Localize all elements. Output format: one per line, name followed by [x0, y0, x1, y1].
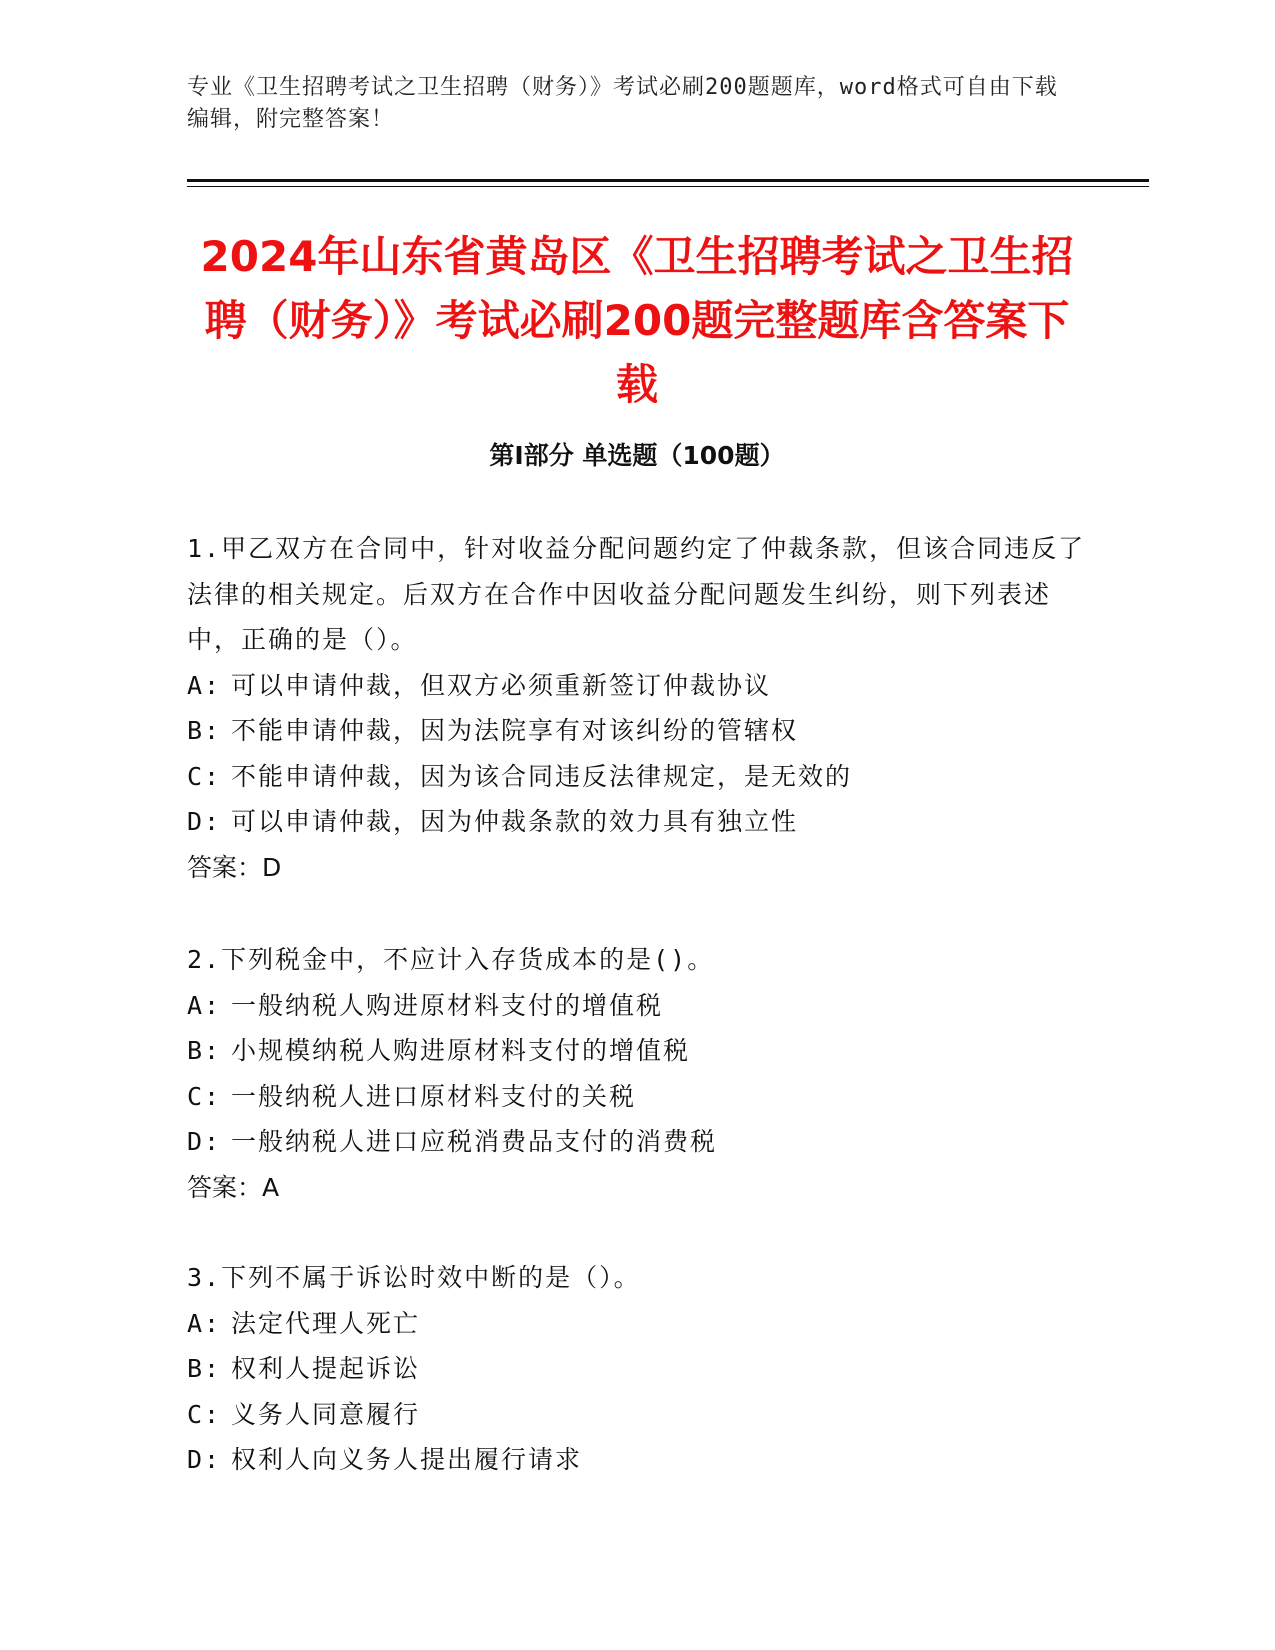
option-c: [187, 1074, 1087, 1120]
option-text: 小规模纳税人购进原材料支付的增值税: [231, 1036, 691, 1065]
option-text: 一般纳税人购进原材料支付的增值税: [231, 990, 664, 1020]
section-heading: 第Ⅰ部分 单选题（100题）: [489, 441, 785, 470]
option-b: [187, 708, 1087, 754]
option-label: C:: [187, 1081, 222, 1111]
option-label: A:: [187, 990, 222, 1020]
document-title: 2024年山东省黄岛区《卫生招聘考试之卫生招聘（财务）》考试必刷200题完整题库含答案下载: [200, 232, 1074, 409]
answer-key: 答案：A: [187, 1172, 280, 1202]
option-text: 权利人向义务人提出履行请求: [231, 1445, 583, 1474]
option-a: [187, 1301, 1087, 1347]
option-text: 不能申请仲裁，因为该合同违反法律规定，是无效的: [231, 761, 853, 791]
question-stem: 2.下列税金中，不应计入存货成本的是()。: [187, 945, 715, 974]
option-a: [187, 983, 1087, 1029]
option-label: A:: [187, 670, 222, 700]
option-c: [187, 1392, 1087, 1438]
option-d: [187, 1119, 1087, 1165]
header-divider-thin: [187, 186, 1149, 187]
option-label: B:: [187, 716, 222, 745]
option-text: 法定代理人死亡: [231, 1308, 421, 1338]
option-d: [187, 799, 1087, 845]
option-d: [187, 1437, 1087, 1483]
option-b: [187, 1028, 1087, 1074]
header-note: 专业《卫生招聘考试之卫生招聘（财务）》考试必刷200题题库，word格式可自由下载编辑，附完整答案！: [187, 75, 1058, 132]
answer-key: 答案：D: [187, 852, 282, 882]
option-label: D:: [187, 1127, 222, 1156]
question-1: [187, 526, 1087, 890]
question-stem: 3.下列不属于诉讼时效中断的是（）。: [187, 1263, 641, 1292]
option-label: C:: [187, 1399, 222, 1429]
option-text: 可以申请仲裁，但双方必须重新签订仲裁协议: [231, 670, 772, 700]
option-text: 权利人提起诉讼: [231, 1354, 421, 1383]
option-a: [187, 663, 1087, 709]
header-divider-thick: [187, 179, 1149, 182]
option-text: 一般纳税人进口原材料支付的关税: [231, 1081, 637, 1111]
option-text: 一般纳税人进口应税消费品支付的消费税: [231, 1127, 718, 1156]
option-text: 可以申请仲裁，因为仲裁条款的效力具有独立性: [231, 807, 799, 836]
option-label: B:: [187, 1354, 222, 1383]
question-2: [187, 937, 1087, 1210]
option-c: [187, 754, 1087, 800]
question-3: [187, 1255, 1087, 1483]
option-label: B:: [187, 1036, 222, 1065]
option-text: 义务人同意履行: [231, 1399, 421, 1429]
option-text: 不能申请仲裁，因为法院享有对该纠纷的管辖权: [231, 716, 799, 745]
question-stem: 1.甲乙双方在合同中，针对收益分配问题约定了仲裁条款，但该合同违反了法律的相关规定。后双方在合作中因收益分配问题发生纠纷，则下列表述中，正确的是（）。: [187, 534, 1086, 654]
option-label: C:: [187, 761, 222, 791]
option-label: D:: [187, 1445, 222, 1474]
option-label: D:: [187, 807, 222, 836]
option-label: A:: [187, 1308, 222, 1338]
option-b: [187, 1346, 1087, 1392]
